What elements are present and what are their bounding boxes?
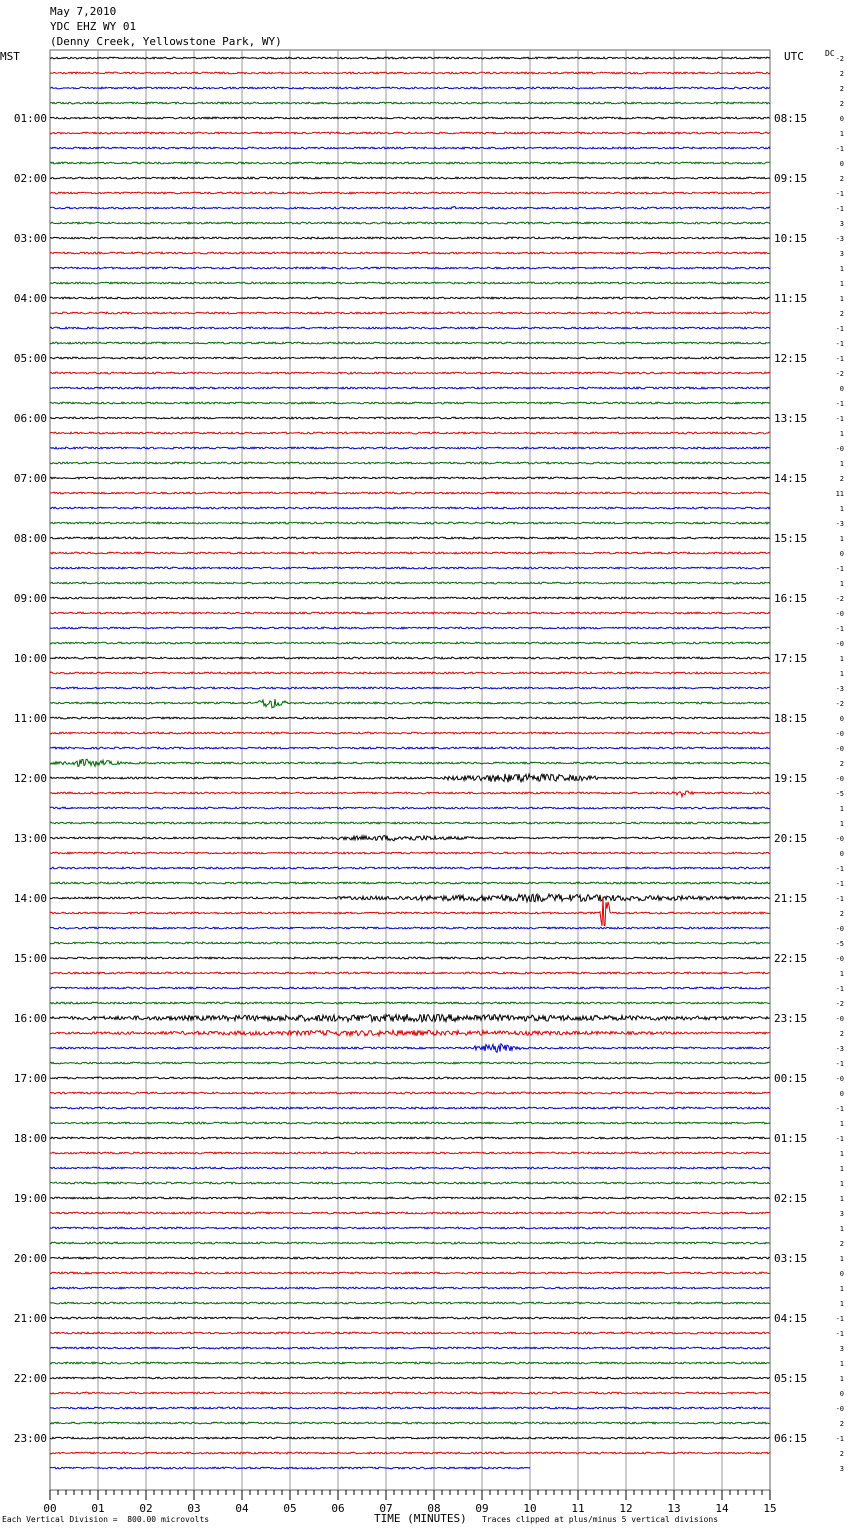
trace-row bbox=[50, 732, 770, 734]
utc-hour-label: 22:15 bbox=[774, 952, 808, 965]
trace-row bbox=[50, 1197, 770, 1199]
trace-row bbox=[50, 177, 770, 179]
dc-offset-value: -1 bbox=[835, 400, 844, 408]
dc-offset-value: 0 bbox=[839, 1090, 844, 1098]
trace-row bbox=[50, 1014, 770, 1022]
dc-offset-value: -3 bbox=[835, 685, 844, 693]
trace-row bbox=[50, 852, 770, 854]
mst-hour-label: 20:00 bbox=[13, 1252, 47, 1265]
dc-offset-value: 1 bbox=[839, 1120, 844, 1128]
x-tick-label: 08 bbox=[427, 1502, 441, 1515]
trace-row bbox=[50, 717, 770, 719]
trace-row bbox=[50, 882, 770, 884]
trace-row bbox=[50, 927, 770, 929]
dc-offset-value: -2 bbox=[835, 55, 844, 63]
utc-hour-label: 14:15 bbox=[774, 472, 808, 485]
trace-row bbox=[50, 282, 770, 284]
trace-row bbox=[50, 1167, 770, 1169]
scale-note: Each Vertical Division = 800.00 microvolts bbox=[2, 1515, 210, 1524]
trace-row bbox=[50, 372, 770, 374]
trace-row bbox=[50, 836, 770, 841]
utc-hour-label: 05:15 bbox=[774, 1372, 808, 1385]
utc-hour-label: 11:15 bbox=[774, 292, 808, 305]
dc-offset-value: 0 bbox=[839, 115, 844, 123]
mst-hour-label: 12:00 bbox=[13, 772, 47, 785]
trace-row bbox=[50, 1347, 770, 1349]
utc-hour-label: 09:15 bbox=[774, 172, 808, 185]
trace-row bbox=[50, 597, 770, 599]
mst-hour-label: 04:00 bbox=[13, 292, 47, 305]
dc-offset-value: -1 bbox=[835, 985, 844, 993]
dc-offset-value: 2 bbox=[839, 175, 844, 183]
dc-offset-value: 2 bbox=[839, 310, 844, 318]
trace-row bbox=[50, 87, 770, 89]
trace-row bbox=[50, 747, 770, 749]
dc-offset-value: 1 bbox=[839, 1150, 844, 1158]
trace-row bbox=[50, 237, 770, 239]
mst-hour-label: 11:00 bbox=[13, 712, 47, 725]
trace-row bbox=[50, 447, 770, 449]
trace-row bbox=[50, 327, 770, 329]
trace-row bbox=[50, 1137, 770, 1139]
trace-row bbox=[50, 357, 770, 359]
utc-axis-label: UTC bbox=[784, 50, 804, 63]
utc-hour-label: 06:15 bbox=[774, 1432, 808, 1445]
dc-offset-value: -1 bbox=[835, 1105, 844, 1113]
utc-hour-label: 16:15 bbox=[774, 592, 808, 605]
dc-offset-value: 1 bbox=[839, 1165, 844, 1173]
mst-hour-label: 15:00 bbox=[13, 952, 47, 965]
dc-offset-value: 2 bbox=[839, 100, 844, 108]
dc-offset-value: 1 bbox=[839, 1285, 844, 1293]
trace-row bbox=[50, 402, 770, 404]
dc-offset-value: -0 bbox=[835, 1075, 844, 1083]
dc-offset-value: 3 bbox=[839, 250, 844, 258]
x-tick-label: 00 bbox=[43, 1502, 57, 1515]
mst-hour-label: 02:00 bbox=[13, 172, 47, 185]
station-location: (Denny Creek, Yellowstone Park, WY) bbox=[50, 35, 282, 48]
trace-row bbox=[50, 972, 770, 974]
utc-hour-label: 21:15 bbox=[774, 892, 808, 905]
trace-row bbox=[50, 57, 770, 59]
trace-row bbox=[50, 1437, 770, 1439]
x-axis-title: TIME (MINUTES) bbox=[374, 1512, 467, 1525]
dc-offset-value: -1 bbox=[835, 1315, 844, 1323]
x-tick-label: 09 bbox=[475, 1502, 489, 1515]
dc-offset-value: 1 bbox=[839, 460, 844, 468]
utc-hour-label: 17:15 bbox=[774, 652, 808, 665]
x-tick-label: 10 bbox=[523, 1502, 537, 1515]
dc-offset-value: -1 bbox=[835, 565, 844, 573]
dc-offset-value: -0 bbox=[835, 730, 844, 738]
trace-row bbox=[50, 297, 770, 299]
utc-hour-label: 08:15 bbox=[774, 112, 808, 125]
dc-offset-value: 1 bbox=[839, 655, 844, 663]
dc-offset-value: 0 bbox=[839, 385, 844, 393]
trace-row bbox=[50, 312, 770, 314]
dc-offset-value: -2 bbox=[835, 1000, 844, 1008]
dc-offset-value: 1 bbox=[839, 1225, 844, 1233]
dc-offset-value: -5 bbox=[835, 790, 844, 798]
mst-hour-label: 05:00 bbox=[13, 352, 47, 365]
x-tick-label: 15 bbox=[763, 1502, 777, 1515]
trace-row bbox=[50, 699, 770, 708]
trace-row bbox=[50, 987, 770, 989]
dc-offset-value: 2 bbox=[839, 1450, 844, 1458]
trace-row bbox=[50, 1452, 770, 1454]
x-tick-label: 13 bbox=[667, 1502, 681, 1515]
dc-offset-value: 2 bbox=[839, 760, 844, 768]
x-tick-label: 14 bbox=[715, 1502, 729, 1515]
utc-hour-label: 02:15 bbox=[774, 1192, 808, 1205]
trace-row bbox=[50, 1362, 770, 1364]
dc-offset-value: 1 bbox=[839, 265, 844, 273]
dc-offset-value: -1 bbox=[835, 415, 844, 423]
trace-row bbox=[50, 612, 770, 614]
trace-row bbox=[50, 1062, 770, 1064]
x-tick-label: 03 bbox=[187, 1502, 201, 1515]
trace-row bbox=[50, 1332, 770, 1334]
dc-offset-value: -0 bbox=[835, 745, 844, 753]
mst-hour-label: 10:00 bbox=[13, 652, 47, 665]
dc-offset-value: 1 bbox=[839, 295, 844, 303]
trace-row bbox=[50, 1287, 770, 1289]
dc-offset-value: -2 bbox=[835, 700, 844, 708]
dc-offset-value: -0 bbox=[835, 1405, 844, 1413]
x-tick-label: 12 bbox=[619, 1502, 633, 1515]
trace-row bbox=[50, 894, 770, 902]
mst-hour-label: 17:00 bbox=[13, 1072, 47, 1085]
dc-offset-value: -0 bbox=[835, 835, 844, 843]
trace-row bbox=[50, 192, 770, 194]
trace-row bbox=[50, 1030, 770, 1036]
dc-offset-value: 11 bbox=[835, 490, 844, 498]
trace-row bbox=[50, 1092, 770, 1094]
trace-row bbox=[50, 507, 770, 509]
clip-note: Traces clipped at plus/minus 5 vertical divisions bbox=[482, 1515, 719, 1524]
utc-hour-label: 18:15 bbox=[774, 712, 808, 725]
utc-hour-label: 01:15 bbox=[774, 1132, 808, 1145]
trace-row bbox=[50, 72, 770, 74]
utc-hour-label: 19:15 bbox=[774, 772, 808, 785]
trace-row bbox=[50, 522, 770, 524]
utc-hour-label: 20:15 bbox=[774, 832, 808, 845]
trace-row bbox=[50, 672, 770, 674]
dc-offset-value: 1 bbox=[839, 820, 844, 828]
trace-row bbox=[50, 1107, 770, 1109]
dc-offset-value: 2 bbox=[839, 1030, 844, 1038]
trace-row bbox=[50, 117, 770, 119]
trace-row bbox=[50, 1407, 770, 1409]
dc-offset-value: 1 bbox=[839, 130, 844, 138]
trace-row bbox=[50, 1212, 770, 1214]
dc-offset-value: 0 bbox=[839, 1270, 844, 1278]
trace-row bbox=[50, 207, 770, 209]
dc-offset-value: 1 bbox=[839, 1360, 844, 1368]
dc-offset-value: 1 bbox=[839, 805, 844, 813]
utc-hour-label: 03:15 bbox=[774, 1252, 808, 1265]
dc-offset-value: -0 bbox=[835, 955, 844, 963]
dc-offset-value: -5 bbox=[835, 940, 844, 948]
trace-row bbox=[50, 774, 770, 782]
trace-row bbox=[50, 897, 770, 926]
mst-hour-label: 19:00 bbox=[13, 1192, 47, 1205]
trace-row bbox=[50, 1257, 770, 1259]
utc-hour-label: 23:15 bbox=[774, 1012, 808, 1025]
trace-row bbox=[50, 102, 770, 104]
utc-hour-label: 04:15 bbox=[774, 1312, 808, 1325]
mst-hour-label: 18:00 bbox=[13, 1132, 47, 1145]
dc-offset-value: 1 bbox=[839, 970, 844, 978]
dc-offset-value: -0 bbox=[835, 775, 844, 783]
trace-row bbox=[50, 1242, 770, 1244]
trace-row bbox=[50, 1272, 770, 1274]
dc-offset-value: -1 bbox=[835, 325, 844, 333]
x-tick-label: 02 bbox=[139, 1502, 153, 1515]
trace-row bbox=[50, 132, 770, 134]
mst-hour-label: 01:00 bbox=[13, 112, 47, 125]
x-tick-label: 06 bbox=[331, 1502, 345, 1515]
dc-offset-value: -2 bbox=[835, 370, 844, 378]
mst-hour-label: 21:00 bbox=[13, 1312, 47, 1325]
trace-row bbox=[50, 492, 770, 494]
dc-offset-value: -1 bbox=[835, 1060, 844, 1068]
mst-axis-label: MST bbox=[0, 50, 20, 63]
dc-offset-value: -1 bbox=[835, 1135, 844, 1143]
trace-row bbox=[50, 477, 770, 479]
trace-row bbox=[50, 657, 770, 659]
x-tick-label: 01 bbox=[91, 1502, 105, 1515]
chart-date: May 7,2010 bbox=[50, 5, 117, 18]
trace-row bbox=[50, 1122, 770, 1124]
station-code: YDC EHZ WY 01 bbox=[50, 20, 137, 33]
trace-row bbox=[50, 162, 770, 164]
utc-hour-label: 00:15 bbox=[774, 1072, 808, 1085]
trace-row bbox=[50, 537, 770, 539]
dc-offset-value: 3 bbox=[839, 1345, 844, 1353]
trace-row bbox=[50, 1377, 770, 1379]
dc-offset-value: 0 bbox=[839, 850, 844, 858]
trace-row bbox=[50, 1002, 770, 1004]
trace-row bbox=[50, 957, 770, 959]
dc-offset-value: -1 bbox=[835, 145, 844, 153]
trace-row bbox=[50, 1317, 770, 1319]
dc-offset-value: -1 bbox=[835, 340, 844, 348]
dc-offset-value: -1 bbox=[835, 1330, 844, 1338]
mst-hour-label: 06:00 bbox=[13, 412, 47, 425]
trace-row bbox=[50, 1302, 770, 1304]
dc-offset-value: -1 bbox=[835, 625, 844, 633]
trace-row bbox=[50, 417, 770, 419]
dc-offset-value: 2 bbox=[839, 70, 844, 78]
dc-offset-value: 1 bbox=[839, 580, 844, 588]
dc-offset-value: 1 bbox=[839, 1180, 844, 1188]
dc-offset-value: -1 bbox=[835, 880, 844, 888]
trace-row bbox=[50, 387, 770, 389]
trace-row bbox=[50, 222, 770, 224]
trace-row bbox=[50, 567, 770, 569]
dc-offset-value: 3 bbox=[839, 1210, 844, 1218]
dc-offset-value: 1 bbox=[839, 1300, 844, 1308]
trace-row bbox=[50, 582, 770, 584]
dc-offset-value: -1 bbox=[835, 895, 844, 903]
dc-offset-value: 3 bbox=[839, 220, 844, 228]
trace-row bbox=[50, 627, 770, 629]
dc-offset-value: 1 bbox=[839, 535, 844, 543]
utc-hour-label: 10:15 bbox=[774, 232, 808, 245]
trace-row bbox=[50, 942, 770, 944]
dc-offset-value: -0 bbox=[835, 445, 844, 453]
trace-row bbox=[50, 867, 770, 869]
trace-row bbox=[50, 807, 770, 809]
x-tick-label: 07 bbox=[379, 1502, 393, 1515]
trace-row bbox=[50, 1044, 770, 1053]
dc-offset-value: -0 bbox=[835, 925, 844, 933]
utc-hour-label: 13:15 bbox=[774, 412, 808, 425]
dc-offset-value: 1 bbox=[839, 1375, 844, 1383]
mst-hour-label: 23:00 bbox=[13, 1432, 47, 1445]
dc-offset-value: -1 bbox=[835, 205, 844, 213]
dc-offset-value: -0 bbox=[835, 1015, 844, 1023]
dc-offset-value: -1 bbox=[835, 865, 844, 873]
trace-row bbox=[50, 687, 770, 689]
trace-row bbox=[50, 1077, 770, 1079]
trace-row bbox=[50, 791, 770, 797]
trace-row bbox=[50, 1422, 770, 1424]
trace-row bbox=[50, 1182, 770, 1184]
trace-row bbox=[50, 822, 770, 824]
x-tick-label: 11 bbox=[571, 1502, 585, 1515]
dc-offset-value: 1 bbox=[839, 1255, 844, 1263]
x-tick-label: 04 bbox=[235, 1502, 249, 1515]
dc-offset-value: 1 bbox=[839, 430, 844, 438]
dc-offset-value: 0 bbox=[839, 160, 844, 168]
trace-row bbox=[50, 552, 770, 554]
trace-row bbox=[50, 1227, 770, 1229]
mst-hour-label: 07:00 bbox=[13, 472, 47, 485]
dc-offset-value: 0 bbox=[839, 1390, 844, 1398]
dc-offset-value: -3 bbox=[835, 520, 844, 528]
mst-hour-label: 08:00 bbox=[13, 532, 47, 545]
dc-offset-value: 1 bbox=[839, 280, 844, 288]
dc-offset-value: 2 bbox=[839, 910, 844, 918]
utc-hour-label: 12:15 bbox=[774, 352, 808, 365]
mst-hour-label: 13:00 bbox=[13, 832, 47, 845]
trace-row bbox=[50, 252, 770, 254]
trace-row bbox=[50, 1392, 770, 1394]
dc-offset-value: -0 bbox=[835, 640, 844, 648]
dc-offset-value: 1 bbox=[839, 505, 844, 513]
dc-offset-value: 1 bbox=[839, 1195, 844, 1203]
trace-row bbox=[50, 147, 770, 149]
dc-offset-value: 2 bbox=[839, 1420, 844, 1428]
dc-axis-label: DC bbox=[825, 49, 835, 58]
trace-row bbox=[50, 267, 770, 269]
mst-hour-label: 22:00 bbox=[13, 1372, 47, 1385]
dc-offset-value: 3 bbox=[839, 1465, 844, 1473]
mst-hour-label: 03:00 bbox=[13, 232, 47, 245]
dc-offset-value: 1 bbox=[839, 670, 844, 678]
dc-offset-value: -2 bbox=[835, 595, 844, 603]
utc-hour-label: 15:15 bbox=[774, 532, 808, 545]
dc-offset-value: 2 bbox=[839, 85, 844, 93]
trace-row bbox=[50, 642, 770, 644]
mst-hour-label: 14:00 bbox=[13, 892, 47, 905]
x-tick-label: 05 bbox=[283, 1502, 297, 1515]
mst-hour-label: 09:00 bbox=[13, 592, 47, 605]
dc-offset-value: -3 bbox=[835, 1045, 844, 1053]
dc-offset-value: -0 bbox=[835, 610, 844, 618]
trace-row bbox=[50, 462, 770, 464]
trace-row bbox=[50, 432, 770, 434]
dc-offset-value: 2 bbox=[839, 1240, 844, 1248]
trace-row bbox=[50, 1152, 770, 1154]
dc-offset-value: 2 bbox=[839, 475, 844, 483]
trace-row bbox=[50, 342, 770, 344]
dc-offset-value: -1 bbox=[835, 190, 844, 198]
dc-offset-value: 0 bbox=[839, 715, 844, 723]
mst-hour-label: 16:00 bbox=[13, 1012, 47, 1025]
dc-offset-value: -3 bbox=[835, 235, 844, 243]
dc-offset-value: 0 bbox=[839, 550, 844, 558]
trace-row bbox=[50, 759, 770, 766]
dc-offset-value: -1 bbox=[835, 355, 844, 363]
dc-offset-value: -1 bbox=[835, 1435, 844, 1443]
